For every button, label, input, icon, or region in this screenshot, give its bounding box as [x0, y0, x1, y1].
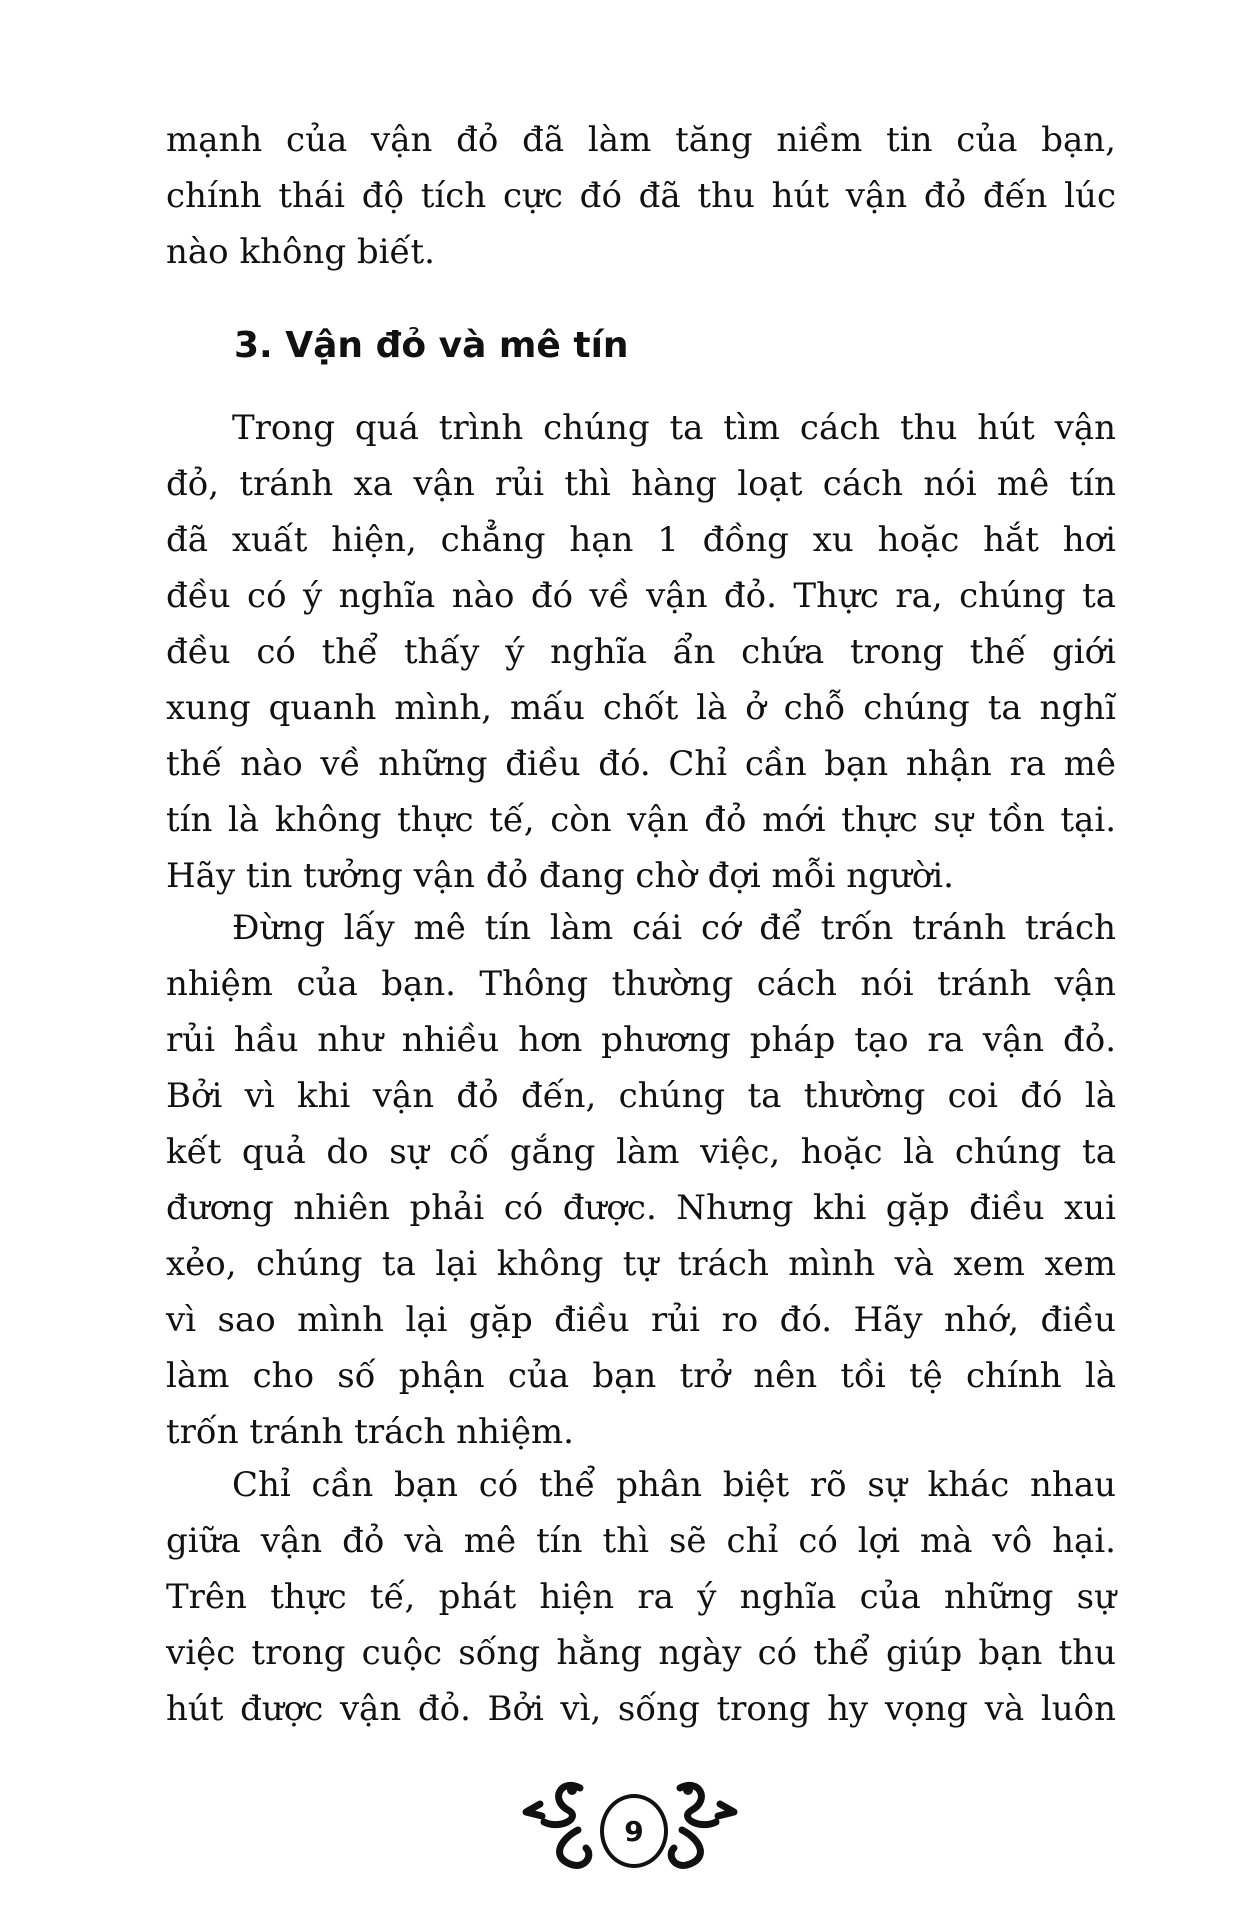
text-line: xung quanh mình, mấu chốt là ở chỗ chúng ta nghĩ — [166, 688, 1116, 728]
section-heading: 3. Vận đỏ và mê tín — [234, 325, 629, 366]
text-line: Hãy tin tưởng vận đỏ đang chờ đợi mỗi người. — [166, 856, 954, 896]
text-line: kết quả do sự cố gắng làm việc, hoặc là chúng ta — [166, 1132, 1116, 1172]
text-line: chính thái độ tích cực đó đã thu hút vận đỏ đến lúc — [166, 176, 1116, 216]
text-line: tín là không thực tế, còn vận đỏ mới thực sự tồn tại. — [166, 800, 1116, 840]
paragraph-1 — [166, 400, 1116, 904]
text-line: Đừng lấy mê tín làm cái cớ để trốn tránh trách — [232, 908, 1116, 948]
text-line: xẻo, chúng ta lại không tự trách mình và xem xem — [166, 1244, 1116, 1284]
paragraph-3 — [166, 1457, 1116, 1737]
text-line: rủi hầu như nhiều hơn phương pháp tạo ra vận đỏ. — [166, 1020, 1116, 1060]
text-line: đỏ, tránh xa vận rủi thì hàng loạt cách nói mê tín — [166, 464, 1116, 504]
text-line: Bởi vì khi vận đỏ đến, chúng ta thường coi đó là — [166, 1076, 1116, 1116]
text-line: nhiệm của bạn. Thông thường cách nói tránh vận — [166, 964, 1116, 1004]
page-number: 9 — [600, 1794, 668, 1868]
text-line: Trong quá trình chúng ta tìm cách thu hút vận — [232, 408, 1116, 448]
text-line: giữa vận đỏ và mê tín thì sẽ chỉ có lợi mà vô hại. — [166, 1521, 1116, 1561]
text-line: đều có thể thấy ý nghĩa ẩn chứa trong thế giới — [166, 632, 1116, 672]
text-line: đã xuất hiện, chẳng hạn 1 đồng xu hoặc hắt hơi — [166, 520, 1116, 560]
text-line: trốn tránh trách nhiệm. — [166, 1412, 574, 1452]
text-line: Trên thực tế, phát hiện ra ý nghĩa của những sự — [166, 1577, 1116, 1617]
text-line: mạnh của vận đỏ đã làm tăng niềm tin của bạn, — [166, 120, 1116, 160]
text-line: làm cho số phận của bạn trở nên tồi tệ chính là — [166, 1356, 1116, 1396]
intro-paragraph — [166, 112, 1116, 280]
text-line: Chỉ cần bạn có thể phân biệt rõ sự khác nhau — [232, 1465, 1116, 1505]
text-line: hút được vận đỏ. Bởi vì, sống trong hy vọng và luôn — [166, 1689, 1116, 1729]
text-line: vì sao mình lại gặp điều rủi ro đó. Hãy nhớ, điều — [166, 1300, 1116, 1340]
text-line: đều có ý nghĩa nào đó về vận đỏ. Thực ra, chúng ta — [166, 576, 1116, 616]
paragraph-2 — [166, 900, 1116, 1460]
text-line: việc trong cuộc sống hằng ngày có thể giúp bạn thu — [166, 1633, 1116, 1673]
text-line: đương nhiên phải có được. Nhưng khi gặp điều xui — [166, 1188, 1116, 1228]
text-line: thế nào về những điều đó. Chỉ cần bạn nhận ra mê — [166, 744, 1116, 784]
text-line: nào không biết. — [166, 232, 435, 272]
